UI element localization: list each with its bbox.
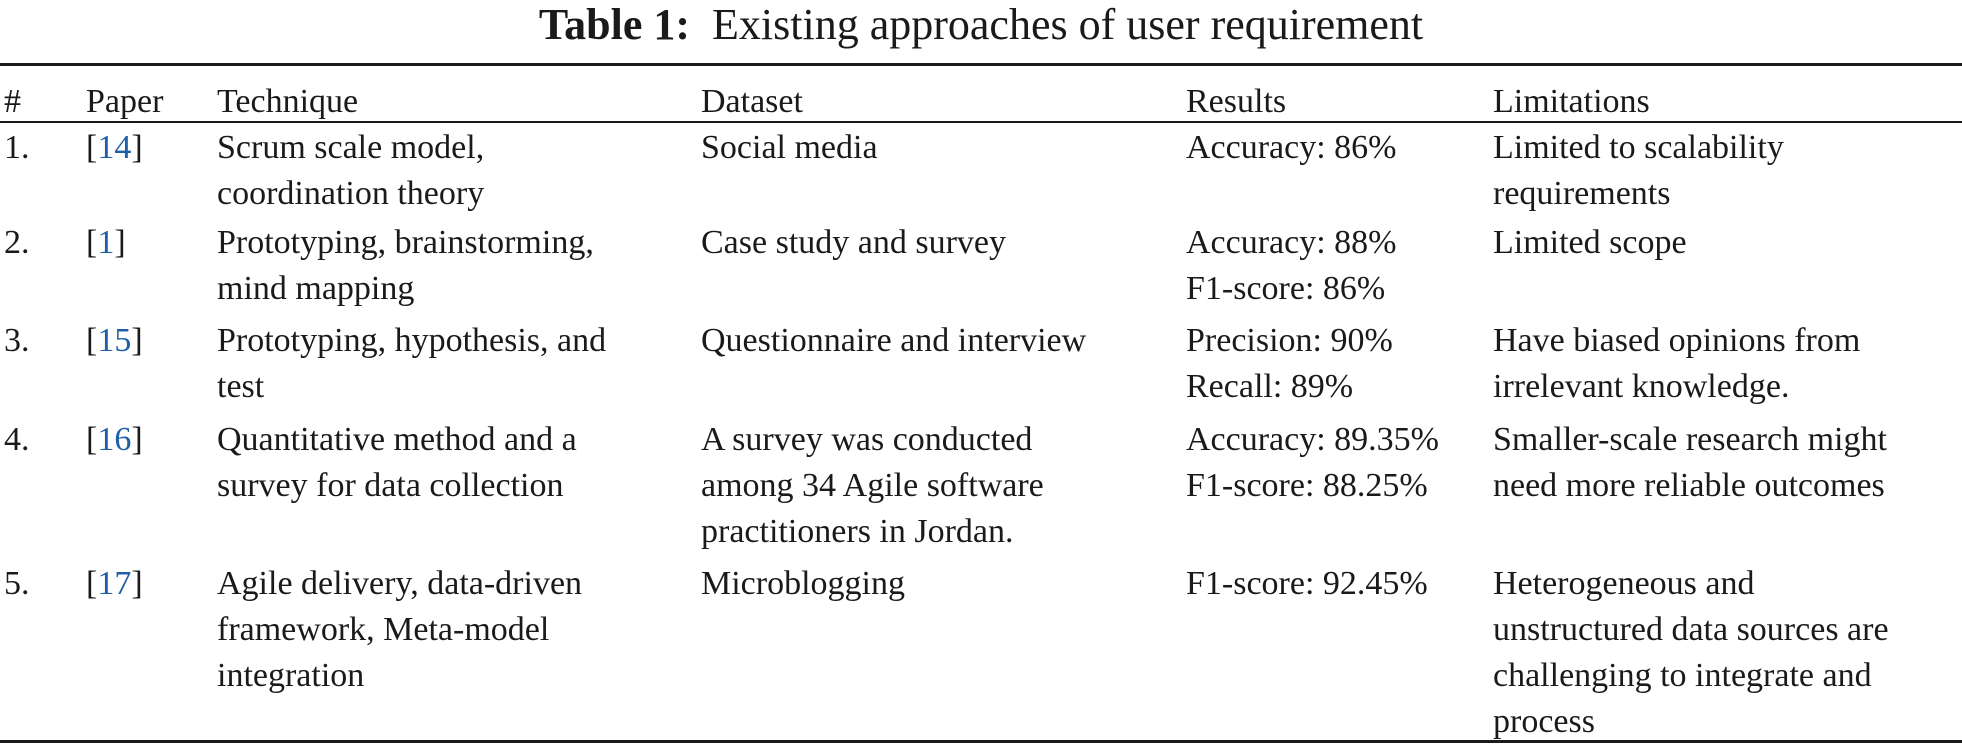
table-top-rule xyxy=(0,63,1962,66)
reference-link[interactable]: 16 xyxy=(97,421,132,458)
dataset-line: A survey was conducted xyxy=(701,421,1033,458)
reference-link[interactable]: 14 xyxy=(97,129,132,166)
dataset-line: among 34 Agile software xyxy=(701,467,1044,504)
technique-cell xyxy=(217,220,594,312)
results-line: F1-score: 92.45% xyxy=(1186,565,1428,602)
table-bottom-rule xyxy=(0,740,1962,743)
citation-close-bracket: ] xyxy=(131,129,143,166)
limitations-line: Have biased opinions from xyxy=(1493,322,1861,359)
technique-line: Quantitative method and a xyxy=(217,421,577,458)
reference-link[interactable]: 17 xyxy=(97,565,132,602)
row-number: 1. xyxy=(4,129,30,166)
results-line: F1-score: 88.25% xyxy=(1186,467,1428,504)
technique-line: Prototyping, hypothesis, and xyxy=(217,322,607,359)
results-cell xyxy=(1186,417,1439,509)
results-cell xyxy=(1186,318,1393,410)
results-line: Recall: 89% xyxy=(1186,368,1354,405)
reference-link[interactable]: 15 xyxy=(97,322,132,359)
column-header-technique: Technique xyxy=(217,83,359,120)
limitations-line: need more reliable outcomes xyxy=(1493,467,1885,504)
column-header-limitations: Limitations xyxy=(1493,83,1650,120)
results-cell xyxy=(1186,125,1397,171)
column-header-results: Results xyxy=(1186,83,1287,120)
dataset-cell xyxy=(701,220,1006,266)
dataset-cell xyxy=(701,417,1044,555)
column-header-dataset: Dataset xyxy=(701,83,803,120)
paper-citation xyxy=(86,220,126,266)
limitations-line: Heterogeneous and xyxy=(1493,565,1755,602)
limitations-line: challenging to integrate and xyxy=(1493,657,1872,694)
citation-close-bracket: ] xyxy=(131,421,143,458)
technique-line: integration xyxy=(217,657,365,694)
dataset-cell xyxy=(701,561,905,607)
table-caption-title: Existing approaches of user requirement xyxy=(712,0,1424,49)
dataset-line: Questionnaire and interview xyxy=(701,322,1087,359)
results-line: F1-score: 86% xyxy=(1186,270,1386,307)
citation-close-bracket: ] xyxy=(131,322,143,359)
limitations-cell xyxy=(1493,220,1687,266)
paper-citation xyxy=(86,125,143,171)
limitations-cell xyxy=(1493,561,1889,745)
paper-citation xyxy=(86,417,143,463)
citation-close-bracket: ] xyxy=(131,565,143,602)
results-line: Accuracy: 88% xyxy=(1186,224,1397,261)
technique-cell xyxy=(217,561,582,699)
results-line: Accuracy: 86% xyxy=(1186,129,1397,166)
technique-line: mind mapping xyxy=(217,270,415,307)
dataset-line: Microblogging xyxy=(701,565,905,602)
results-cell xyxy=(1186,220,1397,312)
technique-line: Prototyping, brainstorming, xyxy=(217,224,594,261)
reference-link[interactable]: 1 xyxy=(97,224,115,261)
citation-open-bracket: [ xyxy=(86,421,98,458)
limitations-line: irrelevant knowledge. xyxy=(1493,368,1790,405)
table-caption-label: Table 1: xyxy=(538,0,691,49)
limitations-line: requirements xyxy=(1493,175,1671,212)
results-line: Precision: 90% xyxy=(1186,322,1393,359)
technique-cell xyxy=(217,417,577,509)
limitations-line: Smaller-scale research might xyxy=(1493,421,1887,458)
technique-line: Scrum scale model, xyxy=(217,129,485,166)
limitations-cell xyxy=(1493,318,1860,410)
row-number: 4. xyxy=(4,421,30,458)
limitations-line: Limited to scalability xyxy=(1493,129,1784,166)
technique-line: Agile delivery, data-driven xyxy=(217,565,583,602)
technique-cell xyxy=(217,125,484,217)
dataset-line: Case study and survey xyxy=(701,224,1007,261)
dataset-cell xyxy=(701,125,878,171)
column-header-paper: Paper xyxy=(86,83,164,120)
limitations-line: unstructured data sources are xyxy=(1493,611,1889,648)
table-caption xyxy=(0,0,1962,50)
citation-open-bracket: [ xyxy=(86,224,98,261)
column-header-number: # xyxy=(4,83,21,120)
technique-cell xyxy=(217,318,606,410)
technique-line: survey for data collection xyxy=(217,467,564,504)
dataset-cell xyxy=(701,318,1086,364)
citation-open-bracket: [ xyxy=(86,565,98,602)
dataset-line: Social media xyxy=(701,129,878,166)
limitations-cell xyxy=(1493,417,1887,509)
results-line: Accuracy: 89.35% xyxy=(1186,421,1440,458)
results-cell xyxy=(1186,561,1428,607)
citation-close-bracket: ] xyxy=(114,224,126,261)
paper-citation xyxy=(86,318,143,364)
limitations-line: process xyxy=(1493,703,1595,740)
row-number: 3. xyxy=(4,322,30,359)
row-number: 2. xyxy=(4,224,30,261)
limitations-line: Limited scope xyxy=(1493,224,1687,261)
dataset-line: practitioners in Jordan. xyxy=(701,513,1014,550)
technique-line: coordination theory xyxy=(217,175,485,212)
technique-line: framework, Meta-model xyxy=(217,611,550,648)
technique-line: test xyxy=(217,368,265,405)
table-header-rule xyxy=(0,121,1962,123)
row-number: 5. xyxy=(4,565,30,602)
limitations-cell xyxy=(1493,125,1784,217)
citation-open-bracket: [ xyxy=(86,129,98,166)
paper-citation xyxy=(86,561,143,607)
citation-open-bracket: [ xyxy=(86,322,98,359)
